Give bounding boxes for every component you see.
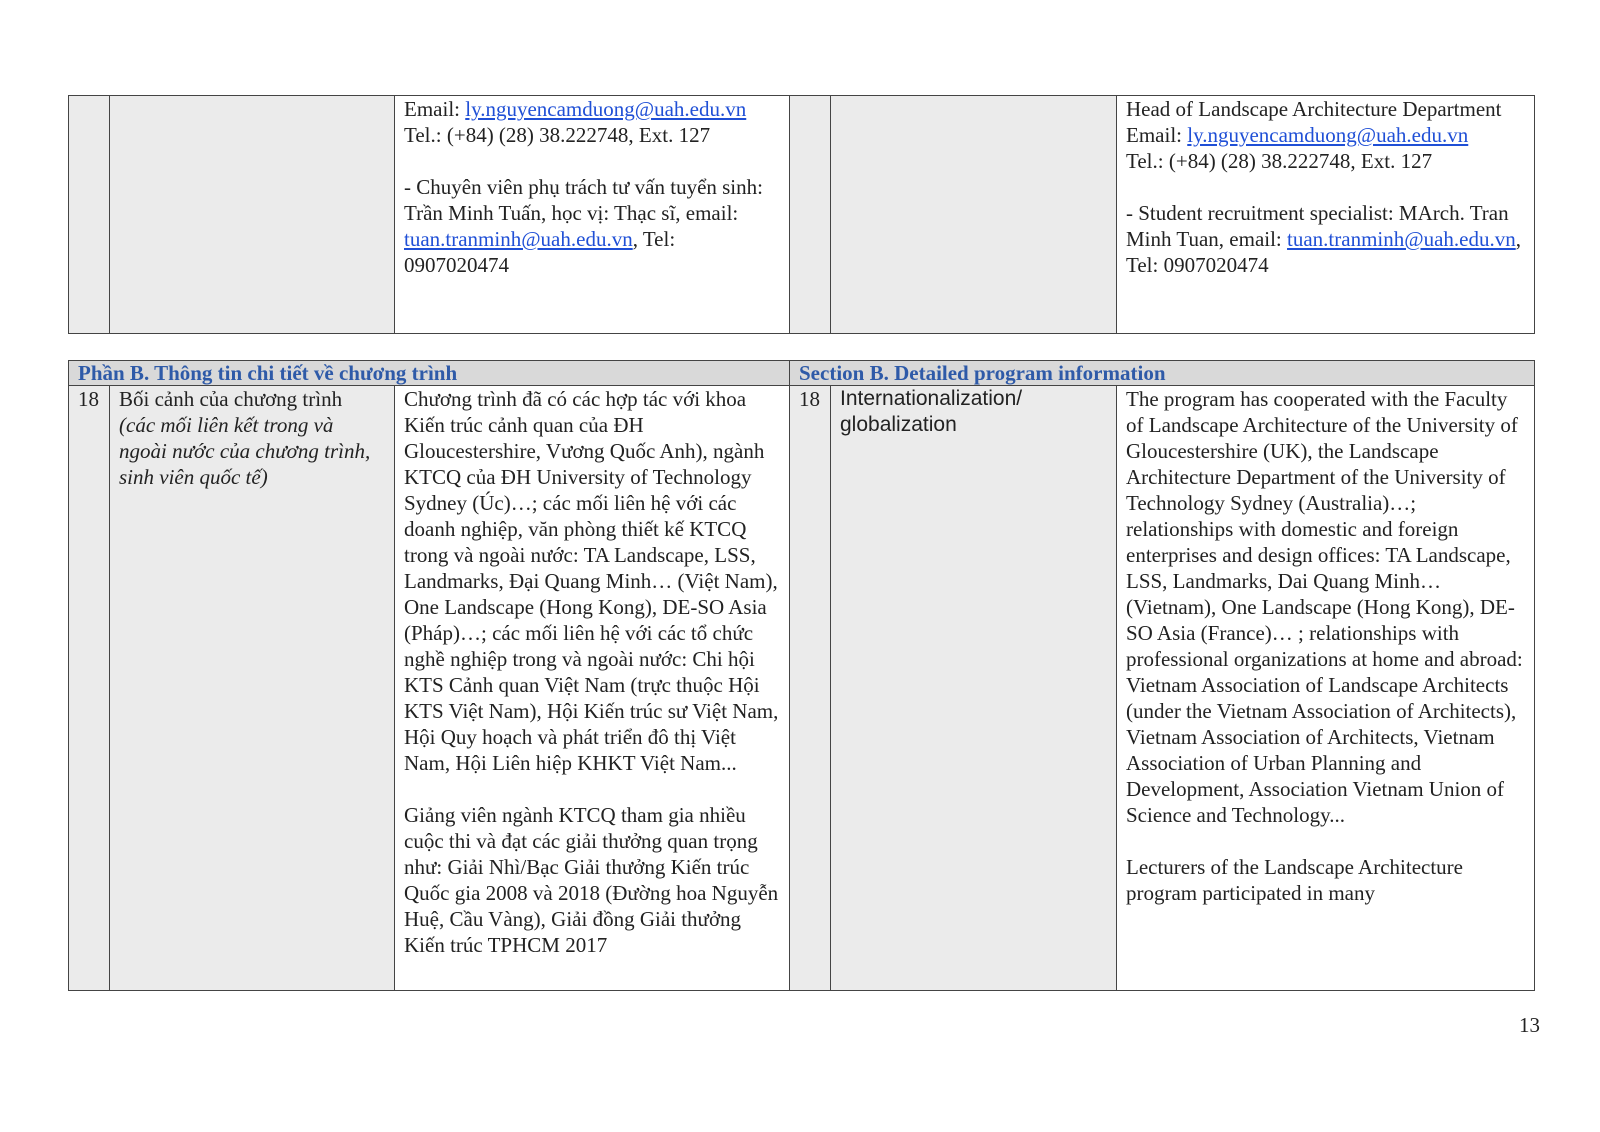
vn-email-link[interactable]: ly.nguyencamduong@uah.edu.vn [465, 97, 747, 121]
spacer [1126, 828, 1525, 854]
vn-specialist-tel: , Tel: 0907020474 [404, 227, 676, 277]
vn-paragraph-2: Giảng viên ngành KTCQ tham gia nhiều cuộc thi và đạt các giải thưởng quan trọng như: Giải Nhì/Bạc Giải thưởng Kiến trúc Quốc gia 2008 và 2018 (Đường hoa Nguyễn Huệ, Cầu Vàng), Giải đồng Giải thưởng Kiến trúc TPHCM 2017 [404, 803, 779, 957]
en-paragraph-1: The program has cooperated with the Faculty of Landscape Architecture of the University of Gloucestershire (UK), the Landscape Architecture Department of the University of Technology Sydney (Australia)…; relationships with domestic and foreign enterprises and design offices: TA Landscape, LSS, Landmarks, Dai Quang Minh… (Vietnam), One Landscape (Hong Kong), DE-SO Asia (France)… ; relationships with professional organizations at home and abroad: Vietnam Association of Landscape Architects (under the Vietnam Association of Architects), Vietnam Association of Architects, Vietnam Association of Urban Planning and Development, Association Vietnam Union of Science and Technology... [1126, 387, 1523, 827]
en-specialist-tel: , Tel: 0907020474 [1126, 227, 1521, 277]
en-email-link[interactable]: ly.nguyencamduong@uah.edu.vn [1187, 123, 1469, 147]
vn-paragraph-1: Chương trình đã có các hợp tác với khoa Kiến trúc cảnh quan của ĐH Gloucestershire, Vương Quốc Anh), ngành KTCQ của ĐH University of Technology Sydney (Úc)…; các mối liên hệ với các doanh nghiệp, văn phòng thiết kế KTCQ trong và ngoài nước: TA Landscape, LSS, Landmarks, Đại Quang Minh… (Việt Nam), One Landscape (Hong Kong), DE-SO Asia (Pháp)…; các mối liên hệ với các tổ chức nghề nghiệp trong và ngoài nước: Chi hội KTS Cảnh quan Việt Nam (trực thuộc Hội KTS Việt Nam), Hội Kiến trúc sư Việt Nam, Hội Quy hoạch và phát triển đô thị Việt Nam, Hội Liên hiệp KHKT Việt Nam... [404, 387, 779, 775]
vn-specialist-text: - Chuyên viên phụ trách tư vấn tuyển sinh: Trần Minh Tuấn, học vị: Thạc sĩ, email: [404, 175, 763, 225]
en-item-content [1117, 386, 1535, 991]
en-number-cell [790, 96, 831, 334]
en-section-header: Section B. Detailed program information [790, 361, 1535, 386]
en-email-line [1126, 122, 1525, 148]
vn-tel: Tel.: (+84) (28) 38.222748, Ext. 127 [404, 123, 711, 147]
vn-contact-cell [395, 96, 790, 334]
vn-section-header: Phần B. Thông tin chi tiết về chương trình [69, 361, 790, 386]
vn-email-label: Email: [404, 97, 466, 121]
vn-specialist [404, 174, 780, 278]
vn-email-line [404, 96, 780, 122]
vn-number-cell [69, 96, 110, 334]
en-specialist [1126, 200, 1525, 278]
en-label-cell [831, 96, 1117, 334]
en-tel: Tel.: (+84) (28) 38.222748, Ext. 127 [1126, 149, 1433, 173]
item-row-18 [69, 386, 1535, 991]
vn-specialist-email-link[interactable]: tuan.tranminh@uah.edu.vn [404, 227, 633, 251]
en-item-number: 18 [790, 386, 831, 991]
section-header-row [69, 361, 1535, 386]
en-specialist-email-link[interactable]: tuan.tranminh@uah.edu.vn [1287, 227, 1516, 251]
vn-item-content [395, 386, 790, 991]
vn-label-cell [110, 96, 395, 334]
vn-item-label: Bối cảnh của chương trình [119, 387, 343, 411]
spacer [404, 776, 780, 802]
en-specialist-text: - Student recruitment specialist: MArch. Tran Minh Tuan, email: [1126, 201, 1509, 251]
vn-item-label-cell [110, 386, 395, 991]
en-item-label: Internationalization/ globalization [840, 387, 1023, 436]
page-number: 13 [1519, 1013, 1540, 1037]
en-paragraph-2: Lecturers of the Landscape Architecture program participated in many [1126, 855, 1463, 905]
vn-item-number: 18 [69, 386, 110, 991]
spacer [404, 148, 780, 174]
section-b-table [68, 360, 1535, 991]
en-contact-cell [1117, 96, 1535, 334]
spacer [1126, 174, 1525, 200]
en-email-label: Email: [1126, 123, 1188, 147]
en-item-label-cell [831, 386, 1117, 991]
contact-table [68, 95, 1535, 334]
vn-item-label-note: (các mối liên kết trong và ngoài nước của chương trình, sinh viên quốc tế) [119, 413, 371, 489]
contact-row [69, 96, 1535, 334]
en-head-title: Head of Landscape Architecture Department [1126, 97, 1502, 121]
